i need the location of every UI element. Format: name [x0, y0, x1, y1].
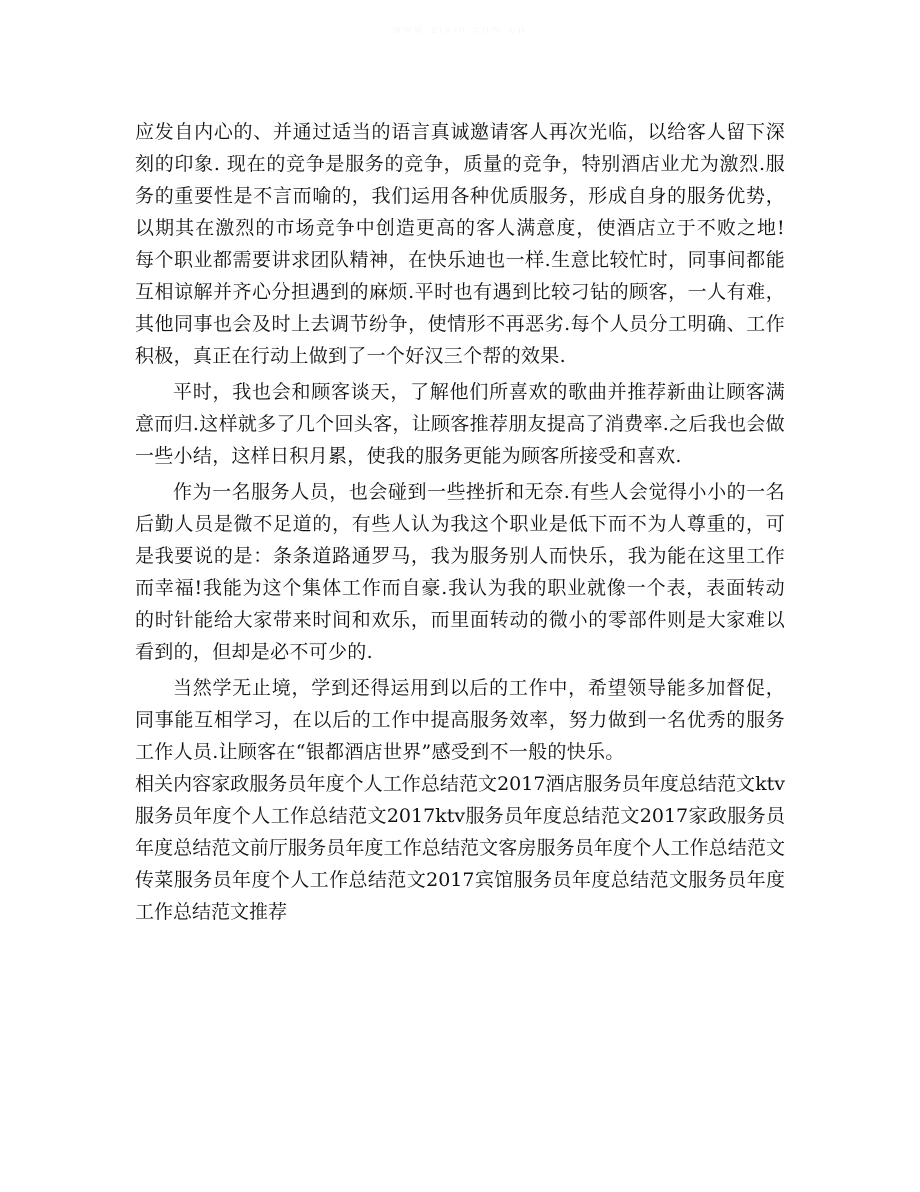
paragraph-continuation: 应发自内心的、并通过适当的语言真诚邀请客人再次光临，以给客人留下深刻的印象. 现在的竞争是服务的竞争，质量的竞争，特别酒店业尤为激烈.服务的重要性是不言而喻的，我们运用各种优质服务，形成自身的服务优势，以期其在激烈的市场竞争中创造更高的客人满意度，使酒店立于不败之地! 每个职业都需要讲求团队精神，在快乐迪也一样.生意比较忙时，同事间都能互相谅解并齐心分担遇到的麻烦.平时也有遇到比较刁钻的顾客，一人有难，其他同事也会及时上去调节纷争，使情形不再恶劣.每个人员分工明确、工作积极，真正在行动上做到了一个好汉三个帮的效果. [135, 121, 785, 367]
related-content: 相关内容家政服务员年度个人工作总结范文2017酒店服务员年度总结范文ktv服务员年度个人工作总结范文2017ktv服务员年度总结范文2017家政服务员年度总结范文前厅服务员年度工作总结范文客房服务员年度个人工作总结范文传菜服务员年度个人工作总结范文2017宾馆服务员年度总结范文服务员年度工作总结范文推荐 [135, 773, 785, 923]
watermark: www.zixin.com.cn [392, 24, 528, 36]
paragraph-chatting-with-customers: 平时，我也会和顾客谈天，了解他们所喜欢的歌曲并推荐新曲让顾客满意而归.这样就多了几个回头客，让顾客推荐朋友提高了消费率.之后我也会做一些小结，这样日积月累，使我的服务更能为顾客所接受和喜欢. [135, 381, 785, 467]
paragraph-setbacks: 作为一名服务人员，也会碰到一些挫折和无奈.有些人会觉得小小的一名后勤人员是微不足道的，有些人认为我这个职业是低下而不为人尊重的，可是我要说的是：条条道路通罗马，我为服务别人而快乐，我为能在这里工作而幸福!我能为这个集体工作而自豪.我认为我的职业就像一个表，表面转动的时针能给大家带来时间和欢乐，而里面转动的微小的零部件则是大家难以看到的，但却是必不可少的. [135, 481, 785, 663]
paragraph-learning: 当然学无止境，学到还得运用到以后的工作中，希望领导能多加督促，同事能互相学习，在以后的工作中提高服务效率，努力做到一名优秀的服务工作人员.让顾客在“银都酒店世界”感受到不一般的快乐。 [135, 677, 785, 763]
document-body [135, 116, 785, 928]
